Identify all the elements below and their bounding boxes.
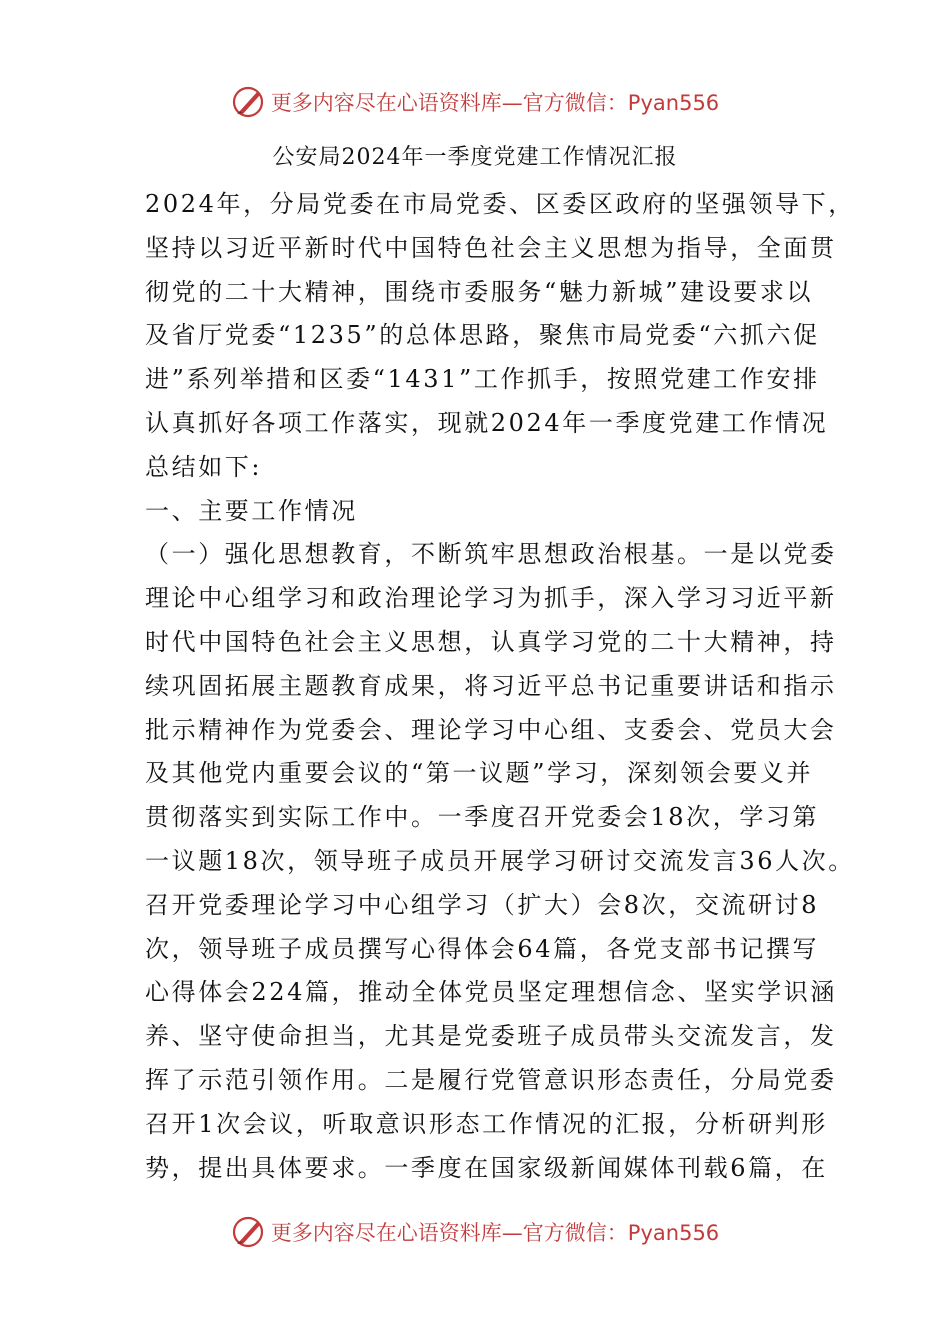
body-line: 挥了示范引领作用。二是履行党管意识形态责任，分局党委 <box>145 1065 837 1094</box>
body-line: 认真抓好各项工作落实，现就2024年一季度党建工作情况 <box>145 408 829 437</box>
body-line: 一议题18次，领导班子成员开展学习研讨交流发言36人次。 <box>145 846 855 875</box>
body-line: 进”系列举措和区委“1431”工作抓手，按照党建工作安排 <box>145 365 820 394</box>
pen-logo-icon <box>231 84 267 120</box>
document-body <box>145 183 855 1190</box>
pen-logo-icon <box>231 1214 267 1250</box>
body-line: 势，提出具体要求。一季度在国家级新闻媒体刊载6篇，在 <box>145 1153 828 1182</box>
body-line: 时代中国特色社会主义思想，认真学习党的二十大精神，持 <box>145 627 837 656</box>
header-banner <box>0 82 950 122</box>
body-line: 坚持以习近平新时代中国特色社会主义思想为指导，全面贯 <box>145 233 837 262</box>
section-heading: 一、主要工作情况 <box>145 496 358 525</box>
body-line: 次，领导班子成员撰写心得体会64篇，各党支部书记撰写 <box>145 934 820 963</box>
body-line: 批示精神作为党委会、理论学习中心组、支委会、党员大会 <box>145 715 837 744</box>
body-line: 续巩固拓展主题教育成果，将习近平总书记重要讲话和指示 <box>145 671 837 700</box>
body-line: 及其他党内重要会议的“第一议题”学习，深刻领会要义并 <box>145 759 814 788</box>
body-line: 召开党委理论学习中心组学习（扩大）会8次，交流研讨8 <box>145 890 820 919</box>
body-line: 贯彻落实到实际工作中。一季度召开党委会18次，学习第 <box>145 803 820 832</box>
footer-banner <box>0 1212 950 1252</box>
body-line: 及省厅党委“1235”的总体思路，聚焦市局党委“六抓六促 <box>145 321 820 350</box>
body-line: 彻党的二十大精神，围绕市委服务“魅力新城”建设要求以 <box>145 277 814 306</box>
body-line: 2024年，分局党委在市局党委、区委区政府的坚强领导下， <box>145 190 855 218</box>
body-line: （一）强化思想教育，不断筑牢思想政治根基。一是以党委 <box>145 540 837 569</box>
body-line: 总结如下: <box>145 452 263 481</box>
body-line: 理论中心组学习和政治理论学习为抓手，深入学习习近平新 <box>145 584 837 613</box>
body-line: 召开1次会议，听取意识形态工作情况的汇报，分析研判形 <box>145 1109 828 1138</box>
body-line: 心得体会224篇，推动全体党员坚定理想信念、坚实学识涵 <box>145 978 838 1007</box>
header-banner-text: 更多内容尽在心语资料库—官方微信：Pyan556 <box>270 91 720 115</box>
document-title: 公安局2024年一季度党建工作情况汇报 <box>272 145 678 170</box>
body-line: 养、坚守使命担当，尤其是党委班子成员带头交流发言，发 <box>145 1022 837 1051</box>
footer-banner-text: 更多内容尽在心语资料库—官方微信：Pyan556 <box>270 1221 720 1245</box>
